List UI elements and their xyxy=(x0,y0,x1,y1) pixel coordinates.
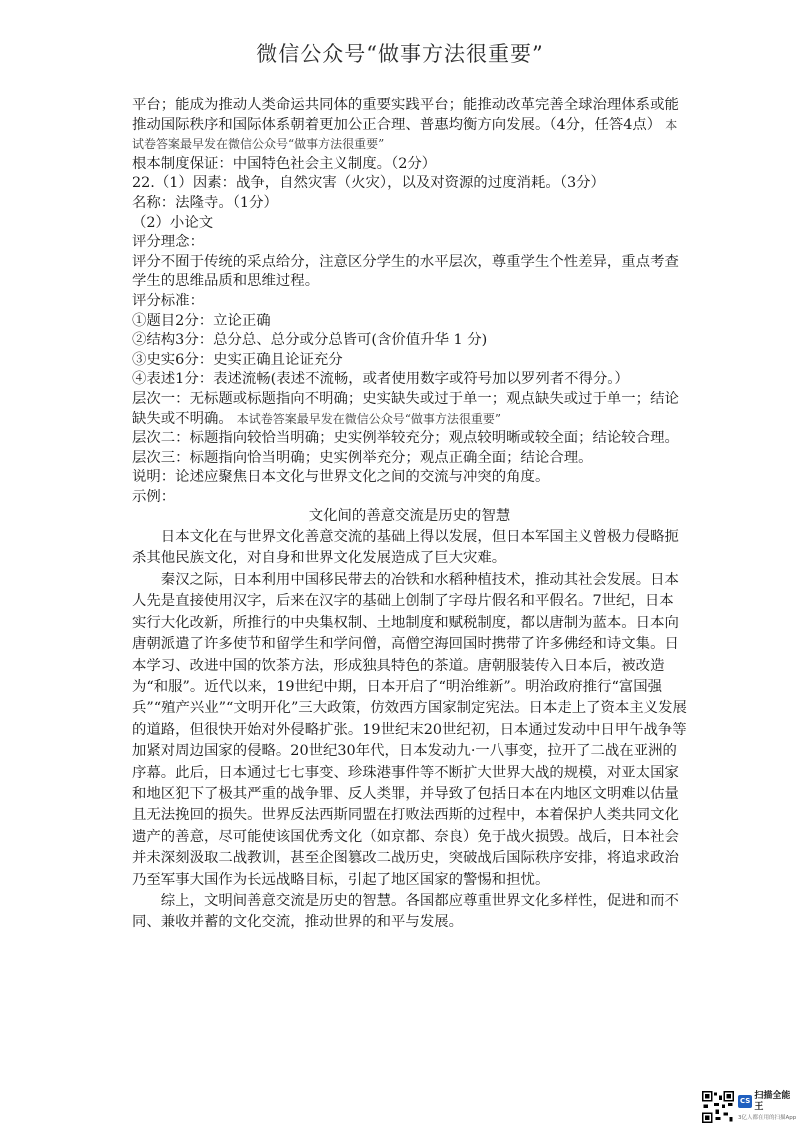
page-header-title: 微信公众号“做事方法很重要” xyxy=(256,42,544,66)
text-line-criterion-3: ③史实6分：史实正确且论证充分 xyxy=(132,351,343,368)
text-line-level-2: 层次二：标题指向较恰当明确；史实例举较充分；观点较明晰或较全面；结论较合理。 xyxy=(132,430,679,447)
text-line-example: 示例： xyxy=(132,488,176,505)
text-line-name: 名称：法隆寺。（1分） xyxy=(132,194,278,211)
text-line-level-3: 层次三：标题指向恰当明确；史实例举充分；观点正确全面；结论合理。 xyxy=(132,449,593,466)
text-line-criterion-2: ②结构3分：总分总、总分或分总皆可(含价值升华 1 分) xyxy=(132,332,488,349)
text-line-scoring-concept: 评分理念： xyxy=(132,234,204,251)
text-line-criterion-4: ④表述1分：表述流畅(表述不流畅，或者使用数字或符号加以罗列者不得分。） xyxy=(132,371,629,388)
essay-paragraph-2: 秦汉之际，日本利用中国移民带去的冶铁和水稻种植技术，推动其社会发展。日本人先是直接使用汉字，后来在汉字的基础上创制了字母片假名和平假名。7世纪，日本实行大化改新，所推行的中央集权制、土地制度和赋税制度，都以唐制为蓝本。日本向唐朝派遣了许多使节和留学生和学问僧，高僧空海回国时携带了许多佛经和诗文集。日本学习、改进中国的饮茶方法，形成独具特色的茶道。唐朝服装传入日本后，被改造为“和服”。近代以来，19世纪中期，日本开启了“明治维新”。明治政府推行“富国强兵”“殖产兴业”“文明开化”三大政策，仿效西方国家制定宪法。日本走上了资本主义发展的道路，但很快开始对外侵略扩张。19世纪末20世纪初，日本通过发动中日甲午战争等加紧对周边国家的侵略。20世纪30年代，日本发动九·一八事变，拉开了二战在亚洲的序幕。此后，日本通过七七事变、珍珠港事件等不断扩大世界大战的规模，对亚太国家和地区犯下了极其严重的战争罪、反人类罪，并导致了包括日本在内地区文明难以估量且无法挽回的损失。世界反法西斯同盟在打败法西斯的过程中，本着保护人类共同文化遗产的善意，尽可能使该国优秀文化（如京都、奈良）免于战火损毁。战后，日本社会并未深刻汲取二战教训，甚至企图篡改二战历史，突破战后国际秩序安排，将追求政治乃至军事大国作为长远战略目标，引起了地区国家的警惕和担忧。 xyxy=(132,571,687,888)
text-line-q22-1: 22.（1）因素：战争，自然灾害（火灾），以及对资源的过度消耗。（3分） xyxy=(132,175,605,192)
watermark-1: 本试卷答案最早发在微信公众号“做事方法很重要” xyxy=(132,117,678,152)
text-line-concept-body: 评分不囿于传统的采点给分，注意区分学生的水平层次，尊重学生个性差异，重点考查学生的思维品质和思维过程。 xyxy=(132,253,679,290)
text-line-platform xyxy=(132,96,687,155)
essay-paragraph-3: 综上，文明间善意交流是历史的智慧。各国都应尊重世界文化多样性，促进和而不同、兼收并蓄的文化交流，推动世界的和平与发展。 xyxy=(132,892,679,931)
text-line-criterion-1: ①题目2分：立论正确 xyxy=(132,312,271,329)
qr-code-icon xyxy=(702,1091,734,1123)
text-line-level-1 xyxy=(132,390,687,429)
text-level-1: 层次一：无标题或标题指向不明确；史实缺失或过于单一；观点缺失或过于单一；结论缺失或不明确。 xyxy=(132,390,679,427)
document-body xyxy=(132,96,687,934)
scanner-stamp-text xyxy=(738,1091,796,1124)
scanner-stamp xyxy=(702,1088,797,1126)
scanner-brand-name: 扫描全能王 xyxy=(754,1090,791,1112)
text-line-system: 根本制度保证：中国特色社会主义制度。（2分） xyxy=(132,155,437,172)
text-line-note: 说明：论述应聚焦日本文化与世界文化之间的交流与冲突的角度。 xyxy=(132,469,550,486)
scanner-subtitle: 3亿人都在用的扫描App xyxy=(738,1114,797,1121)
essay-paragraph-1: 日本文化在与世界文化善意交流的基础上得以发展，但日本军国主义曾极力侵略扼杀其他民族文化，对自身和世界文化发展造成了巨大灾难。 xyxy=(132,529,679,567)
scanner-brand xyxy=(738,1091,796,1113)
text-line-scoring-standard: 评分标准： xyxy=(132,292,204,309)
essay-body xyxy=(132,527,687,934)
cs-logo-icon: CS xyxy=(738,1095,752,1108)
text-platform: 平台；能成为推动人类命运共同体的重要实践平台；能推动改革完善全球治理体系或能推动国际秩序和国际体系朝着更加公正合理、普惠均衡方向发展。（4分，任答4点） xyxy=(132,97,679,133)
essay-title: 文化间的善意交流是历史的智慧 xyxy=(308,508,511,525)
text-line-q22-2: （2）小论文 xyxy=(132,214,214,231)
watermark-2: 本试卷答案最早发在微信公众号“做事方法很重要” xyxy=(236,411,502,426)
